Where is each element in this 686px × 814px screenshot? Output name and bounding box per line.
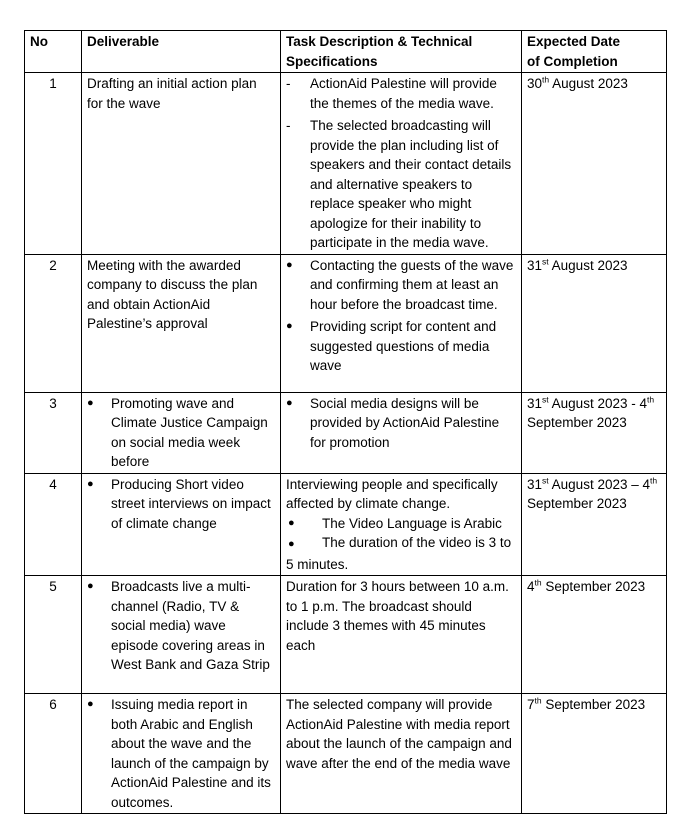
header-no: No — [25, 31, 82, 73]
task-list-item: ● The duration of the video is 3 to 5 minutes. — [286, 535, 512, 572]
bullet-icon: ● — [286, 320, 293, 332]
bullet-icon: ● — [87, 580, 94, 592]
row-number: 1 — [25, 73, 82, 255]
deliverable-cell: Meeting with the awarded company to discuss the plan and obtain ActionAid Palestine’s approval — [82, 254, 281, 392]
bullet-icon: ● — [286, 396, 293, 409]
task-list-item: ● Contacting the guests of the wave and confirming them at least an hour before the broadcast time. — [286, 257, 514, 312]
bullet-icon: ● — [286, 258, 293, 271]
task-cell: The selected company will provide ActionAid Palestine with media report about the launch of the campaign and wave after the end of the media wave — [281, 694, 522, 814]
task-cell — [281, 473, 522, 576]
row-number: 6 — [25, 694, 82, 814]
task-cell — [281, 254, 522, 392]
date-cell: 30th August 2023 — [522, 73, 667, 255]
header-date — [522, 31, 667, 73]
task-text: Interviewing people and specifically affected by climate change. — [286, 476, 498, 511]
dash-bullet-icon: - — [286, 76, 291, 91]
table-row — [25, 392, 667, 473]
deliverable-cell — [82, 694, 281, 814]
deliverable-cell: Drafting an initial action plan for the wave — [82, 73, 281, 255]
row-number: 2 — [25, 254, 82, 392]
date-cell: 31st August 2023 – 4th September 2023 — [522, 473, 667, 576]
header-date-line2: of Completion — [527, 53, 618, 69]
dash-bullet-icon: - — [286, 118, 291, 133]
bullet-icon: ● — [87, 477, 94, 490]
table-row — [25, 254, 667, 392]
deliverable-cell — [82, 392, 281, 473]
task-list-item: ● The Video Language is Arabic — [286, 514, 516, 534]
deliverable-list-item: ● Issuing media report in both Arabic and English about the wave and the launch of the campaign by ActionAid Palestine and its outcomes. — [87, 697, 271, 810]
deliverable-cell — [82, 576, 281, 694]
header-date-line1: Expected Date — [527, 34, 621, 49]
deliverable-list-item: ● Promoting wave and Climate Justice Campaign on social media week before — [87, 395, 268, 469]
task-cell: Duration for 3 hours between 10 a.m. to 1 p.m. The broadcast should include 3 themes with 45 minutes each — [281, 576, 522, 694]
header-task: Task Description & Technical Specifications — [281, 31, 522, 73]
bullet-icon: ● — [87, 396, 94, 409]
bullet-icon: ● — [288, 516, 295, 529]
deliverables-table — [24, 30, 667, 814]
table-row — [25, 694, 667, 814]
task-cell — [281, 73, 522, 255]
bullet-icon: ● — [87, 698, 94, 710]
task-cell — [281, 392, 522, 473]
row-number: 4 — [25, 473, 82, 576]
row-number: 5 — [25, 576, 82, 694]
header-row — [25, 31, 667, 73]
date-cell: 31st August 2023 - 4th September 2023 — [522, 392, 667, 473]
table-row — [25, 576, 667, 694]
deliverable-cell — [82, 473, 281, 576]
task-list-item: ● Providing script for content and suggested questions of media wave — [286, 319, 497, 373]
task-list-item: - ActionAid Palestine will provide the themes of the media wave. — [286, 76, 497, 111]
date-cell: 4th September 2023 — [522, 576, 667, 694]
date-cell: 7th September 2023 — [522, 694, 667, 814]
bullet-icon: ● — [288, 538, 295, 550]
task-list-item: ● Social media designs will be provided by ActionAid Palestine for promotion — [286, 395, 500, 450]
deliverable-list-item: ● Producing Short video street interviews on impact of climate change — [87, 476, 271, 531]
deliverable-list-item: ● Broadcasts live a multi-channel (Radio, TV & social media) wave episode covering areas in West Bank and Gaza Strip — [87, 579, 270, 672]
header-deliverable: Deliverable — [82, 31, 281, 73]
row-number: 3 — [25, 392, 82, 473]
table-row — [25, 473, 667, 576]
table-row — [25, 73, 667, 255]
task-list-item: - The selected broadcasting will provide the plan including list of speakers and their contact details and alternative speakers to replace speaker who might apologize for their inability to participate in the media wave. — [286, 118, 512, 250]
date-cell: 31st August 2023 — [522, 254, 667, 392]
